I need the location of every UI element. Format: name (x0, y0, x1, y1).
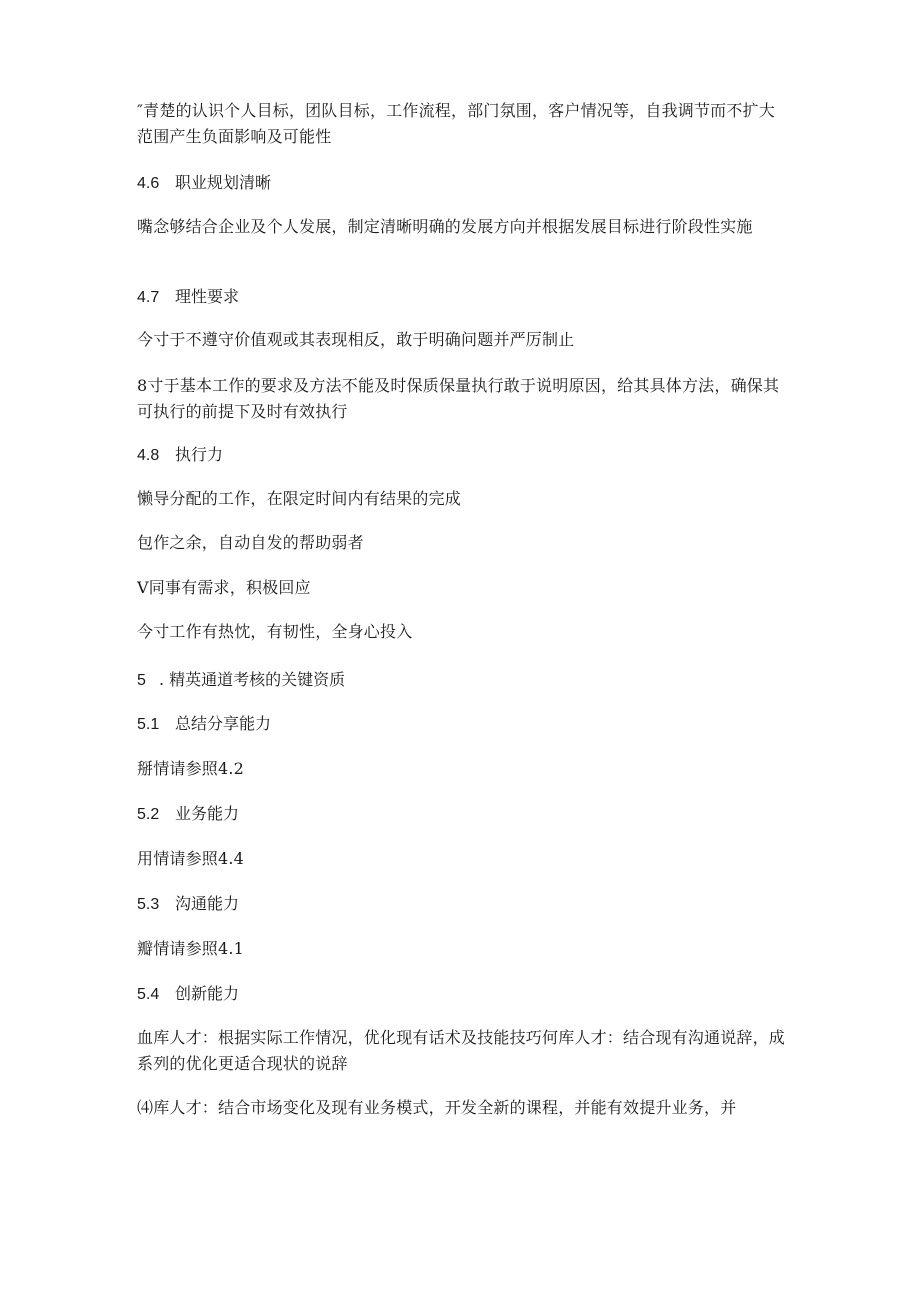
section-heading-5-4 (137, 981, 239, 1008)
paragraph-self-awareness: ″青楚的认识个人目标，团队目标，工作流程，部门氛围，客户情况等，自我调节而不扩大范围产生负面影响及可能性 (137, 101, 775, 146)
section-heading-4-7 (137, 284, 239, 311)
section-heading-4-6 (137, 170, 271, 197)
section-number: 5.4 (137, 986, 160, 1003)
section-number: 4.6 (137, 175, 160, 192)
paragraph-innovation-2: ⑷库人才：结合市场变化及现有业务模式，开发全新的课程，并能有效提升业务，并 (137, 1098, 737, 1117)
section-heading-4-8 (137, 442, 223, 469)
section-heading-5 (137, 667, 345, 694)
section-title: 执行力 (175, 445, 224, 464)
paragraph-execution-3: V同事有需求，积极回应 (137, 578, 311, 597)
paragraph-execution-1: 懒导分配的工作，在限定时间内有结果的完成 (137, 489, 462, 508)
section-heading-5-2 (137, 801, 239, 828)
section-title: 业务能力 (175, 804, 240, 823)
paragraph-rational-2: 8寸于基本工作的要求及方法不能及时保质保量执行敢于说明原因，给其具体方法，确保其可执行的前提下及时有效执行 (137, 376, 780, 421)
section-title: 沟通能力 (175, 894, 240, 913)
section-number: 5.1 (137, 716, 160, 733)
paragraph-execution-4: 今寸工作有热忱，有韧性，全身心投入 (137, 622, 413, 641)
paragraph-business: 用情请参照4.4 (137, 849, 245, 868)
section-heading-5-1 (137, 711, 271, 738)
section-title: 理性要求 (175, 287, 240, 306)
section-number: 4.8 (137, 447, 160, 464)
section-number: 5 (137, 672, 146, 689)
section-title: 职业规划清晰 (175, 173, 272, 192)
paragraph-communication: 瓣情请参照4.1 (137, 939, 245, 958)
paragraph-summary-share: 掰情请参照4.2 (137, 759, 245, 778)
section-number: 5.3 (137, 896, 160, 913)
section-heading-5-3 (137, 891, 239, 918)
section-title: 总结分享能力 (175, 714, 272, 733)
paragraph-career-planning: 嘴念够结合企业及个人发展，制定清晰明确的发展方向并根据发展目标进行阶段性实施 (137, 217, 753, 236)
paragraph-execution-2: 包作之余，自动自发的帮助弱者 (137, 533, 364, 552)
section-number: 5.2 (137, 806, 160, 823)
paragraph-innovation-1: 血库人才：根据实际工作情况，优化现有话术及技能技巧何库人才：结合现有沟通说辞，成系列的优化更适合现状的说辞 (137, 1028, 786, 1073)
section-title: . 精英通道考核的关键资质 (159, 670, 346, 689)
section-number: 4.7 (137, 289, 160, 306)
section-title: 创新能力 (175, 984, 240, 1003)
paragraph-rational-1: 今寸于不遵守价值观或其表现相反，敢于明确问题并严厉制止 (137, 330, 575, 349)
